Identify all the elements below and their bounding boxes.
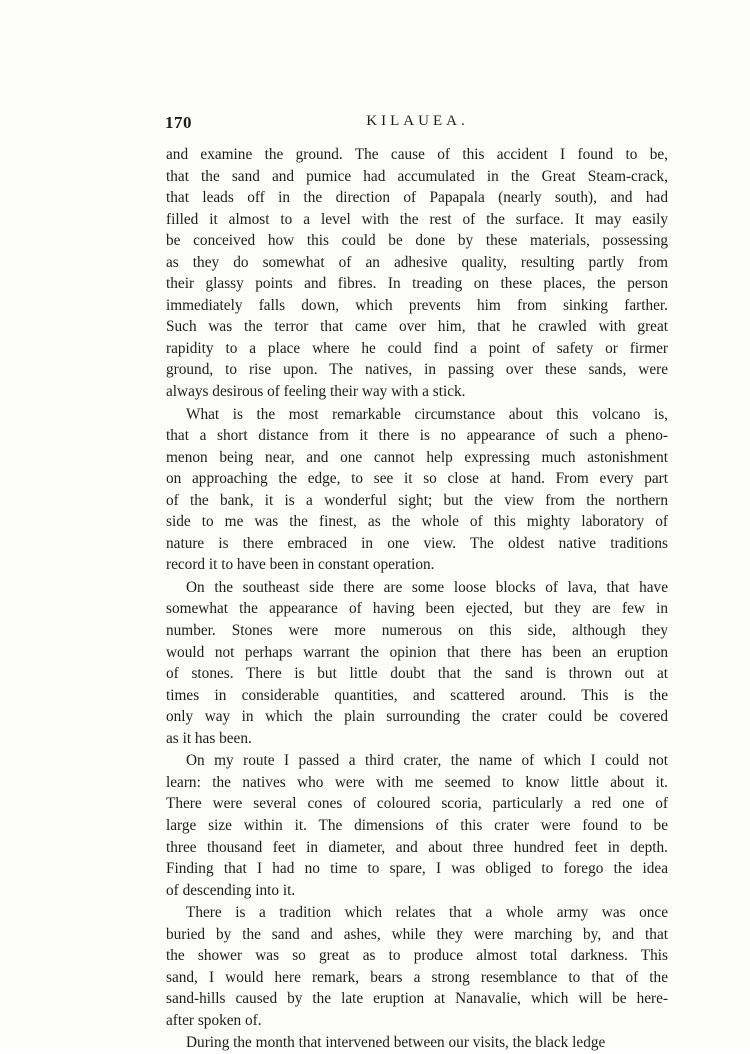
text-line: on approaching the edge, to see it so close at hand. From every part (166, 470, 668, 488)
running-title: KILAUEA. (366, 113, 469, 129)
text-line: learn: the natives who were with me seemed to know little about it. (166, 773, 668, 791)
text-line: only way in which the plain surrounding the crater could be covered (166, 708, 668, 726)
text-line: record it to have been in constant operation. (166, 556, 435, 574)
paragraph (166, 577, 668, 749)
text-line: ground, to rise upon. The natives, in passing over these sands, were (166, 361, 668, 379)
text-line: There were several cones of coloured scoria, particularly a red one of (166, 795, 668, 813)
paragraph (166, 750, 668, 901)
text-line: filled it almost to a level with the rest of the surface. It may easily (166, 210, 668, 228)
text-line: menon being near, and one cannot help expressing much astonishment (166, 448, 668, 466)
text-line: On my route I passed a third crater, the name of which I could not (186, 752, 668, 770)
paragraph (166, 1032, 668, 1054)
text-line: as it has been. (166, 729, 252, 747)
text-line: During the month that intervened between our visits, the black ledge (186, 1034, 606, 1052)
text-line: rapidity to a place where he could find a point of safety or firmer (166, 339, 668, 357)
body-text (166, 144, 668, 1054)
text-line: as they do somewhat of an adhesive quality, resulting partly from (166, 253, 668, 271)
text-line: and examine the ground. The cause of this accident I found to be, (166, 146, 668, 163)
paragraph (166, 902, 668, 1031)
text-line: three thousand feet in diameter, and about three hundred feet in depth. (166, 838, 668, 856)
text-line: sand-hills caused by the late eruption at Nanavalie, which will be here- (166, 990, 668, 1008)
paragraph (166, 404, 668, 576)
text-line: that the sand and pumice had accumulated in the Great Steam-crack, (166, 167, 668, 185)
text-line: after spoken of. (166, 1011, 262, 1029)
text-line: be conceived how this could be done by these materials, possessing (166, 232, 668, 250)
text-line: Finding that I had no time to spare, I was obliged to forego the idea (166, 860, 668, 878)
text-line: sand, I would here remark, bears a strong resemblance to that of the (166, 968, 668, 986)
text-line: immediately falls down, which prevents him from sinking farther. (166, 296, 668, 314)
text-line: What is the most remarkable circumstance about this volcano is, (186, 405, 668, 423)
text-line: There is a tradition which relates that a whole army was once (186, 904, 668, 922)
text-line: Such was the terror that came over him, that he crawled with great (166, 318, 668, 336)
page-number: 170 (165, 113, 192, 132)
text-line: large size within it. The dimensions of this crater were found to be (166, 816, 668, 834)
text-line: that leads off in the direction of Papapala (nearly south), and had (166, 189, 668, 207)
text-line: buried by the sand and ashes, while they were marching by, and that (166, 925, 668, 943)
text-line: number. Stones were more numerous on this side, although they (166, 622, 668, 640)
paragraph (166, 144, 668, 403)
running-head (165, 113, 670, 137)
text-line: the shower was so great as to produce almost total darkness. This (166, 947, 668, 965)
text-line: times in considerable quantities, and scattered around. This is the (166, 686, 668, 704)
text-line: On the southeast side there are some loose blocks of lava, that have (186, 578, 668, 596)
text-line: of the bank, it is a wonderful sight; but the view from the northern (166, 491, 668, 509)
text-line: always desirous of feeling their way with a stick. (166, 383, 466, 401)
text-line: side to me was the finest, as the whole of this mighty laboratory of (166, 513, 668, 531)
text-line: their glassy points and fibres. In treading on these places, the person (166, 275, 668, 293)
text-line: would not perhaps warrant the opinion that there has been an eruption (166, 643, 668, 661)
text-line: of stones. There is but little doubt that the sand is thrown out at (166, 665, 668, 683)
text-line: somewhat the appearance of having been ejected, but they are few in (166, 600, 668, 618)
text-line: that a short distance from it there is no appearance of such a pheno- (166, 427, 668, 445)
text-line: nature is there embraced in one view. The oldest native traditions (166, 534, 668, 552)
text-line: of descending into it. (166, 881, 296, 899)
